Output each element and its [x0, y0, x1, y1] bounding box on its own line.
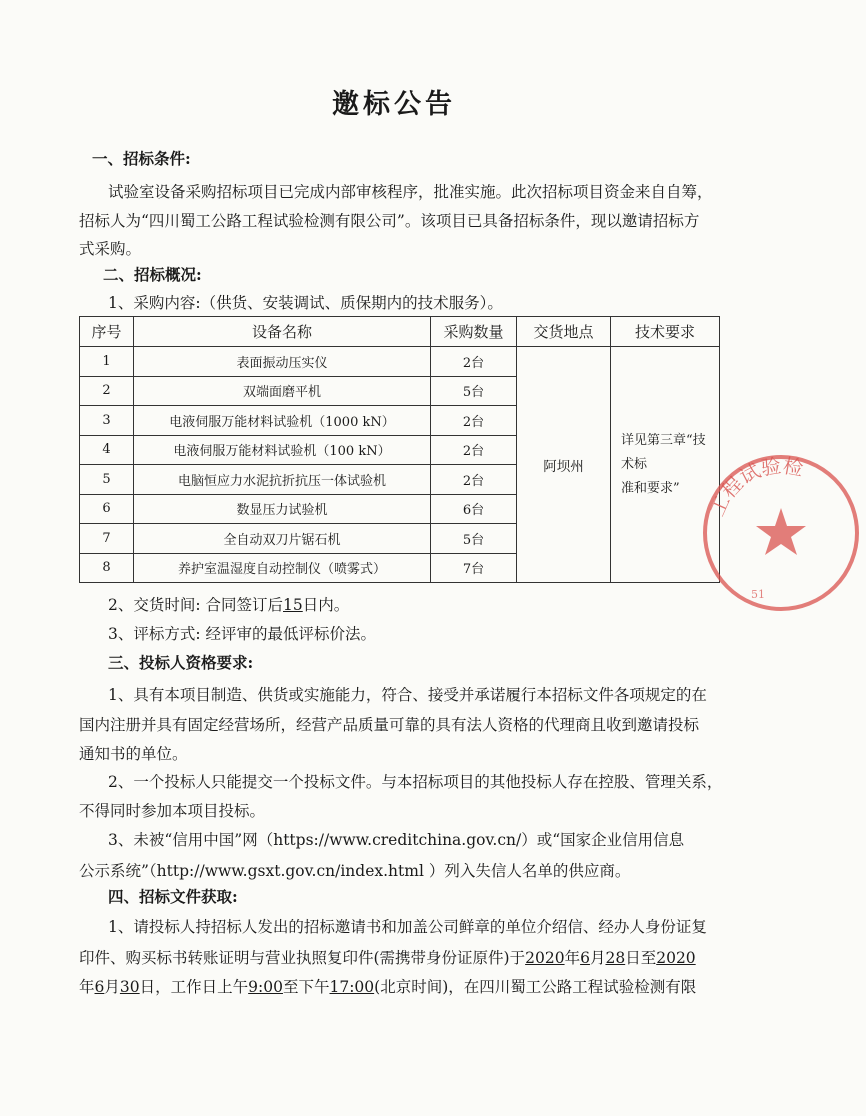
time-start: 9:00: [248, 978, 283, 996]
cell-tech-requirement: [611, 347, 720, 583]
delivery-time-suffix: 日内。: [302, 596, 350, 614]
delivery-time-prefix: 2、交货时间: 合同签订后: [108, 596, 284, 614]
get-line3-suffix: (北京时间)，在四川蜀工公路工程试验检测有限: [374, 978, 697, 996]
cell-delivery-place: 阿坝州: [517, 347, 611, 583]
seal-ring: [705, 457, 857, 609]
cell-qty: 5台: [431, 376, 517, 406]
cell-qty: 2台: [431, 347, 517, 377]
section2-item1: 1、采购内容:（供货、安装调试、质保期内的技术服务）。: [108, 294, 503, 312]
req1-line2: 国内注册并具有固定经营场所，经营产品质量可靠的具有法人资格的代理商且收到邀请投标: [79, 716, 700, 734]
section1-text-line3: 式采购。: [79, 240, 142, 258]
section4-heading: 四、招标文件获取:: [108, 887, 238, 906]
get-line1: 1、请投标人持招标人发出的招标邀请书和加盖公司鲜章的单位介绍信、经办人身份证复: [108, 918, 707, 936]
section2-heading: 二、招标概况:: [103, 265, 202, 284]
col-header-place: 交货地点: [517, 317, 611, 347]
cell-no: 7: [80, 524, 134, 554]
cell-no: 8: [80, 553, 134, 583]
seal-text: 工程试验检: [704, 453, 806, 520]
cell-no: 4: [80, 435, 134, 465]
day-start: 28: [605, 949, 626, 967]
section1-text-line1: 试验室设备采购招标项目已完成内部审核程序，批准实施。此次招标项目资金来自自筹，: [108, 183, 713, 201]
cell-qty: 7台: [431, 553, 517, 583]
delivery-time: [108, 594, 349, 616]
cell-name: 双端面磨平机: [134, 376, 431, 406]
cell-qty: 5台: [431, 524, 517, 554]
tech-requirement-line1: 详见第三章“技术标: [621, 432, 706, 472]
get-line3: [79, 976, 696, 998]
tech-requirement-line2: 准和要求”: [621, 480, 680, 496]
req3-line1: 3、未被“信用中国”网（https://www.creditchina.gov.cn/）或“国家企业信用信息: [108, 831, 685, 849]
cell-no: 3: [80, 406, 134, 436]
cell-name: 表面振动压实仪: [134, 347, 431, 377]
month-label-2: 月: [104, 978, 120, 996]
req2-line1: 2、一个投标人只能提交一个投标文件。与本招标项目的其他投标人存在控股、管理关系，: [108, 773, 723, 791]
col-header-name: 设备名称: [134, 317, 431, 347]
cell-qty: 2台: [431, 465, 517, 495]
section1-text-line2: 招标人为“四川蜀工公路工程试验检测有限公司”。该项目已具备招标条件，现以邀请招标方: [79, 212, 700, 230]
get-line2: [79, 947, 696, 969]
year-label-2: 年: [79, 978, 95, 996]
req1-line1: 1、具有本项目制造、供货或实施能力，符合、接受并承诺履行本招标文件各项规定的在: [108, 686, 707, 704]
day-end: 30: [119, 978, 140, 996]
col-header-no: 序号: [80, 317, 134, 347]
col-header-qty: 采购数量: [431, 317, 517, 347]
cell-name: 数显压力试验机: [134, 494, 431, 524]
delivery-days: 15: [283, 596, 303, 614]
evaluation-method: 3、评标方式: 经评审的最低评标价法。: [108, 625, 377, 643]
cell-name: 养护室温湿度自动控制仪（喷雾式）: [134, 553, 431, 583]
cell-no: 1: [80, 347, 134, 377]
year-label: 年: [564, 949, 581, 967]
section3-heading: 三、投标人资格要求:: [108, 653, 254, 672]
cell-no: 5: [80, 465, 134, 495]
table-row: [80, 347, 720, 377]
page-title: 邀标公告: [332, 89, 456, 120]
get-line3-workday: 日，工作日上午: [139, 978, 249, 996]
section1-heading: 一、招标条件:: [92, 149, 191, 168]
cell-name: 全自动双刀片锯石机: [134, 524, 431, 554]
cell-name: 电脑恒应力水泥抗折抗压一体试验机: [134, 465, 431, 495]
month-start: 6: [580, 949, 590, 967]
seal-star-icon: [756, 508, 806, 555]
get-line3-afternoon: 至下午: [282, 978, 330, 996]
req3-line2: 公示系统”（http://www.gsxt.gov.cn/index.html ）列入失信人名单的供应商。: [79, 862, 631, 880]
cell-qty: 6台: [431, 494, 517, 524]
cell-name: 电液伺服万能材料试验机（1000 kN）: [134, 406, 431, 436]
table-header-row: [80, 317, 720, 347]
cell-no: 2: [80, 376, 134, 406]
equipment-table: [79, 316, 720, 583]
month-label: 月: [589, 949, 606, 967]
cell-name: 电液伺服万能材料试验机（100 kN）: [134, 435, 431, 465]
year-end: 2020: [656, 949, 696, 967]
seal-number: 51: [751, 588, 765, 601]
cell-no: 6: [80, 494, 134, 524]
req2-line2: 不得同时参加本项目投标。: [79, 802, 266, 820]
cell-qty: 2台: [431, 406, 517, 436]
req1-line3: 通知书的单位。: [79, 745, 188, 763]
company-seal-stamp: [696, 448, 866, 618]
year-start: 2020: [525, 949, 565, 967]
time-end: 17:00: [329, 978, 375, 996]
month-end: 6: [94, 978, 105, 996]
cell-qty: 2台: [431, 435, 517, 465]
day-to-label: 日至: [625, 949, 657, 967]
col-header-tech: 技术要求: [611, 317, 720, 347]
get-line2-prefix: 印件、购买标书转账证明与营业执照复印件(需携带身份证原件)于: [79, 949, 526, 967]
